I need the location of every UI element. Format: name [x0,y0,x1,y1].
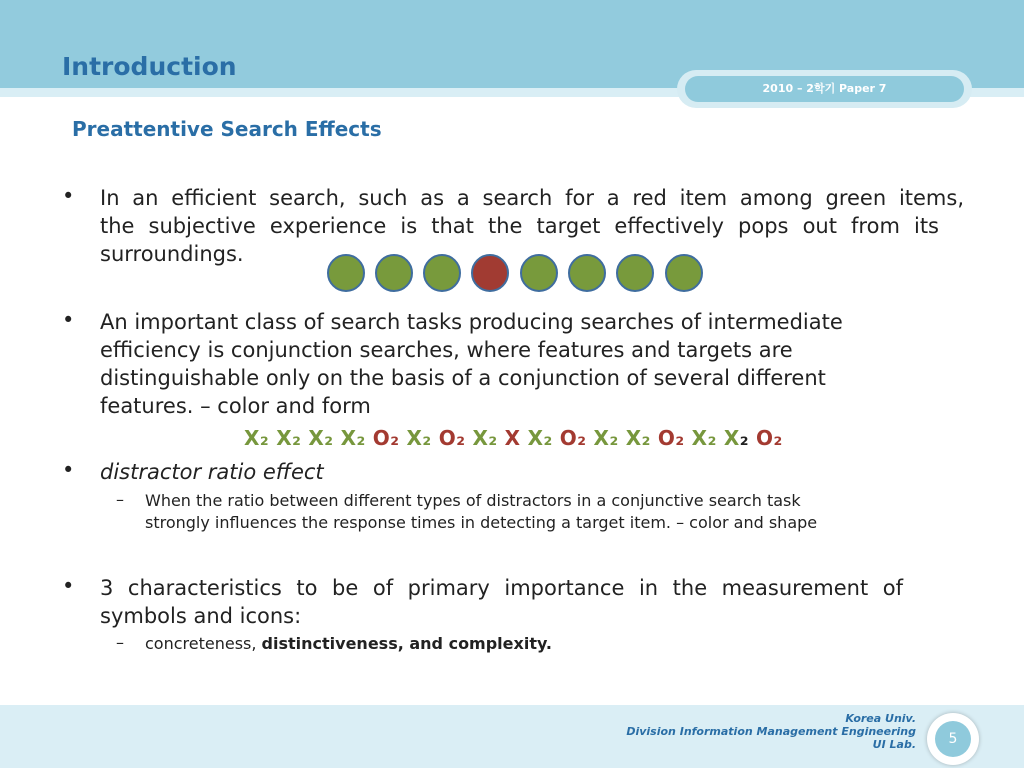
footer-lab: UI Lab. [872,738,916,751]
sub-bullet-1-line-1: When the ratio between different types of distractors in a conjunctive search task [145,491,801,510]
bullet-1-line-1: In an efficient search, such as a search for a red item among green items, [100,186,964,210]
green-circle [616,254,654,292]
xo-token: X₂ [691,426,717,450]
bullet-1-line-3: surroundings. [100,242,244,266]
xo-token: O₂ [438,426,466,450]
sub-bullet-1-line-2: strongly influences the response times in detecting a target item. – color and shape [145,513,818,532]
xo-sequence [244,426,790,450]
xo-token: X₂ [340,426,366,450]
xo-token: X₂ [472,426,498,450]
green-circle [423,254,461,292]
xo-token: X₂ [625,426,651,450]
green-circle [327,254,365,292]
xo-token: O₂ [372,426,400,450]
bullet-4-line-2: symbols and icons: [100,604,302,628]
red-circle-target [471,254,509,292]
footer-division: Division Information Management Engineering [626,725,916,738]
slide-title: Introduction [62,52,237,81]
section-subtitle: Preattentive Search Effects [72,117,382,141]
bullet-3-text: distractor ratio effect [100,460,324,484]
xo-token: X [504,426,521,450]
xo-token: O₂ [756,426,783,450]
bullet-2-line-4: features. – color and form [100,394,371,418]
xo-token: X [723,426,740,450]
bullet-2-line-1: An important class of search tasks producing searches of intermediate [100,310,843,334]
xo-token: X₂ [308,426,334,450]
green-circle [568,254,606,292]
sub-bullet-2 [145,633,552,655]
footer-credits [626,712,916,751]
xo-token: X₂ [527,426,553,450]
xo-token: ₂ [739,426,750,450]
xo-token: X₂ [276,426,302,450]
bullet-2-line-3: distinguishable only on the basis of a conjunction of several different [100,366,826,390]
xo-token: X₂ [406,426,432,450]
bullet-marker: • [62,458,75,482]
bullet-marker: • [62,574,75,598]
bullet-marker: • [62,308,75,332]
page-number: 5 [935,721,971,757]
footer-university: Korea Univ. [845,712,916,725]
bullet-4-line-1: 3 characteristics to be of primary importance in the measurement of [100,576,903,600]
green-circle [375,254,413,292]
bullet-1-line-2: the subjective experience is that the target effectively pops out from its [100,214,939,238]
bullet-marker: • [62,184,75,208]
sub-bullet-2-plain: concreteness, [145,634,262,653]
xo-token: O₂ [559,426,587,450]
xo-token: X₂ [244,426,270,450]
bullet-2-line-2: efficiency is conjunction searches, where features and targets are [100,338,793,362]
xo-token: X₂ [593,426,619,450]
green-circle [520,254,558,292]
tag-pill: 2010 – 2학기 Paper 7 [685,76,964,102]
sub-bullet-2-bold: distinctiveness, and complexity. [261,634,553,653]
sub-bullet-marker: – [116,490,124,509]
xo-token: O₂ [657,426,685,450]
green-circle [665,254,703,292]
sub-bullet-marker: – [116,633,124,652]
